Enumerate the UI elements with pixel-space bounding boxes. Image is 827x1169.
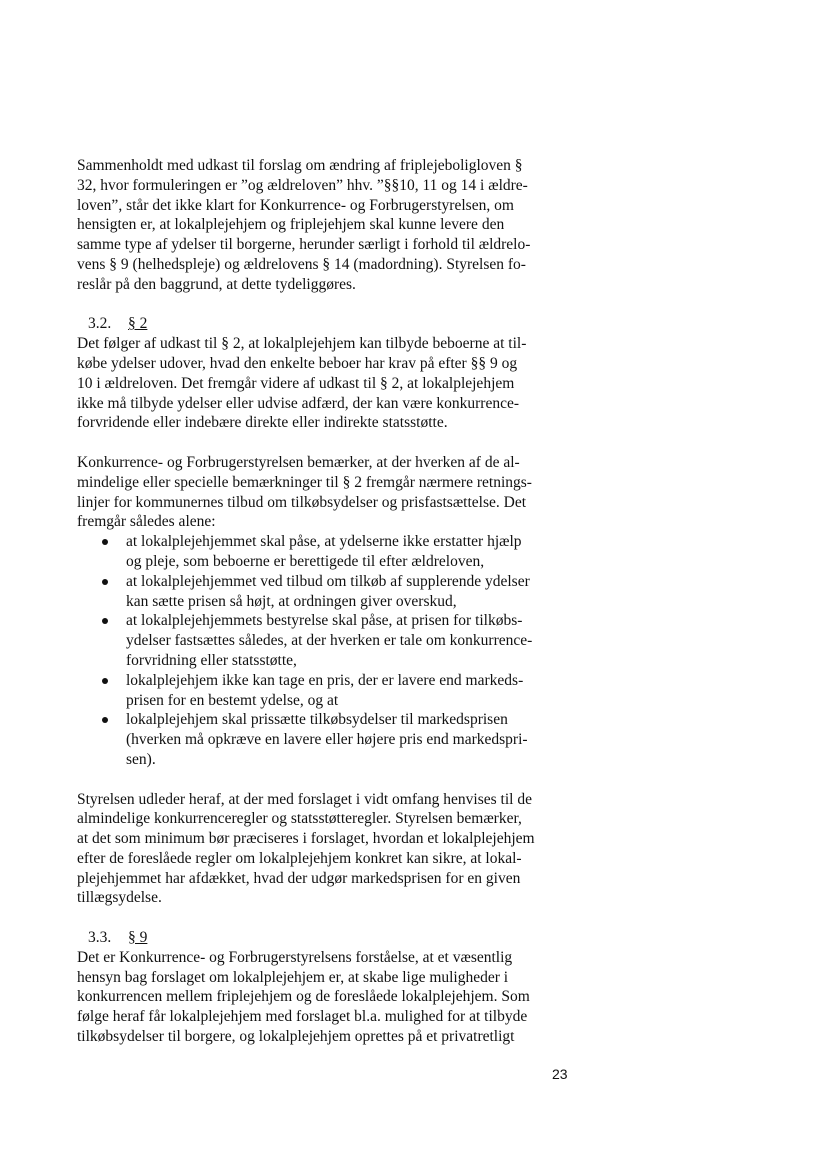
text-line: Det er Konkurrence- og Forbrugerstyrelsens forståelse, at et væsentlig xyxy=(77,948,513,966)
bullet-icon xyxy=(102,579,108,585)
text-line: Styrelsen udleder heraf, at der med forslaget i vidt omfang henvises til de xyxy=(77,790,532,808)
text-line: Sammenholdt med udkast til forslag om ændring af friplejeboligloven § xyxy=(77,157,523,174)
section-heading-3-2 xyxy=(77,314,572,334)
text-line: købe ydelser udover, hvad den enkelte beboer har krav på efter §§ 9 og xyxy=(77,354,518,372)
text-line: prisen for en bestemt ydelse, og at xyxy=(126,691,339,709)
section-heading-3-3 xyxy=(77,928,572,948)
text-line: vens § 9 (helhedspleje) og ældrelovens § 14 (madordning). Styrelsen fo- xyxy=(77,255,526,273)
bullet-icon xyxy=(102,678,108,684)
text-line: loven”, står det ikke klart for Konkurrence- og Forbrugerstyrelsen, om xyxy=(77,196,514,214)
text-line: tilkøbsydelser til borgere, og lokalplejehjem oprettes på et privatretligt xyxy=(77,1028,515,1046)
text-line: at det som minimum bør præciseres i forslaget, hvordan et lokalplejehjem xyxy=(77,830,535,848)
document-page xyxy=(77,156,572,1047)
section-number: 3.2. xyxy=(88,315,112,333)
text-line: hensigten er, at lokalplejehjem og friplejehjem skal kunne levere den xyxy=(77,216,505,234)
text-line: mindelige eller specielle bemærkninger til § 2 fremgår nærmere retnings- xyxy=(77,473,532,491)
list-item xyxy=(77,572,572,612)
list-item xyxy=(77,710,572,769)
text-line: 32, hvor formuleringen er ”og ældreloven” hhv. ”§§10, 11 og 14 i ældre- xyxy=(77,176,528,194)
text-line: (hverken må opkræve en lavere eller højere pris end markedspri- xyxy=(126,731,528,749)
text-line: forvridning eller statsstøtte, xyxy=(126,651,297,669)
list-item xyxy=(77,611,572,670)
text-line: konkurrencen mellem friplejehjem og de foreslåede lokalplejehjem. Som xyxy=(77,988,530,1006)
text-line: lokalplejehjem ikke kan tage en pris, der er lavere end markeds- xyxy=(126,671,524,689)
text-line: fremgår således alene: xyxy=(77,513,216,531)
paragraph-3-3-a xyxy=(77,948,572,1047)
text-line: følge heraf får lokalplejehjem med forslaget bl.a. mulighed for at tilbyde xyxy=(77,1008,528,1026)
text-line: samme type af ydelser til borgerne, herunder særligt i forhold til ældrelo- xyxy=(77,236,531,254)
paragraph-3-2-b xyxy=(77,453,572,532)
paragraph-3-2-a xyxy=(77,334,572,433)
text-line: reslår på den baggrund, at dette tydeliggøres. xyxy=(77,275,356,293)
section-title: § 9 xyxy=(128,929,148,947)
text-line: sen). xyxy=(126,750,156,768)
list-item xyxy=(77,671,572,711)
text-line: linjer for kommunernes tilbud om tilkøbsydelser og prisfastsættelse. Det xyxy=(77,493,527,511)
bullet-icon xyxy=(102,618,108,624)
bullet-icon xyxy=(102,717,108,723)
section-number: 3.3. xyxy=(88,929,112,947)
text-line: at lokalplejehjemmets bestyrelse skal påse, at prisen for tilkøbs- xyxy=(126,612,523,630)
paragraph-3-2-c xyxy=(77,790,572,909)
text-line: at lokalplejehjemmet ved tilbud om tilkøb af supplerende ydelser xyxy=(126,572,530,590)
bullet-icon xyxy=(102,539,108,545)
text-line: at lokalplejehjemmet skal påse, at ydelserne ikke erstatter hjælp xyxy=(126,533,522,551)
text-line: almindelige konkurrenceregler og statsstøtteregler. Styrelsen bemærker, xyxy=(77,810,522,828)
text-line: lokalplejehjem skal prissætte tilkøbsydelser til markedsprisen xyxy=(126,711,508,729)
text-line: efter de foreslåede regler om lokalplejehjem konkret kan sikre, at lokal- xyxy=(77,849,522,867)
text-line: ydelser fastsættes således, at der hverken er tale om konkurrence- xyxy=(126,632,533,650)
list-item xyxy=(77,532,572,572)
text-line: forvridende eller indebære direkte eller indirekte statsstøtte. xyxy=(77,414,448,432)
page-number: 23 xyxy=(552,1066,568,1082)
text-line: og pleje, som beboerne er berettigede til efter ældreloven, xyxy=(126,552,485,570)
text-line: kan sætte prisen så højt, at ordningen giver overskud, xyxy=(126,592,457,610)
paragraph-intro xyxy=(77,156,572,295)
text-line: Konkurrence- og Forbrugerstyrelsen bemærker, at der hverken af de al- xyxy=(77,453,520,471)
text-line: hensyn bag forslaget om lokalplejehjem er, at skabe lige muligheder i xyxy=(77,968,509,986)
bullet-list xyxy=(77,532,572,770)
text-line: plejehjemmet har afdækket, hvad der udgør markedsprisen for en given xyxy=(77,869,521,887)
text-line: tillægsydelse. xyxy=(77,889,162,907)
text-line: ikke må tilbyde ydelser eller udvise adfærd, der kan være konkurrence- xyxy=(77,394,520,412)
text-line: 10 i ældreloven. Det fremgår videre af udkast til § 2, at lokalplejehjem xyxy=(77,374,515,392)
section-title: § 2 xyxy=(128,315,148,333)
text-line: Det følger af udkast til § 2, at lokalplejehjem kan tilbyde beboerne at til- xyxy=(77,335,527,353)
